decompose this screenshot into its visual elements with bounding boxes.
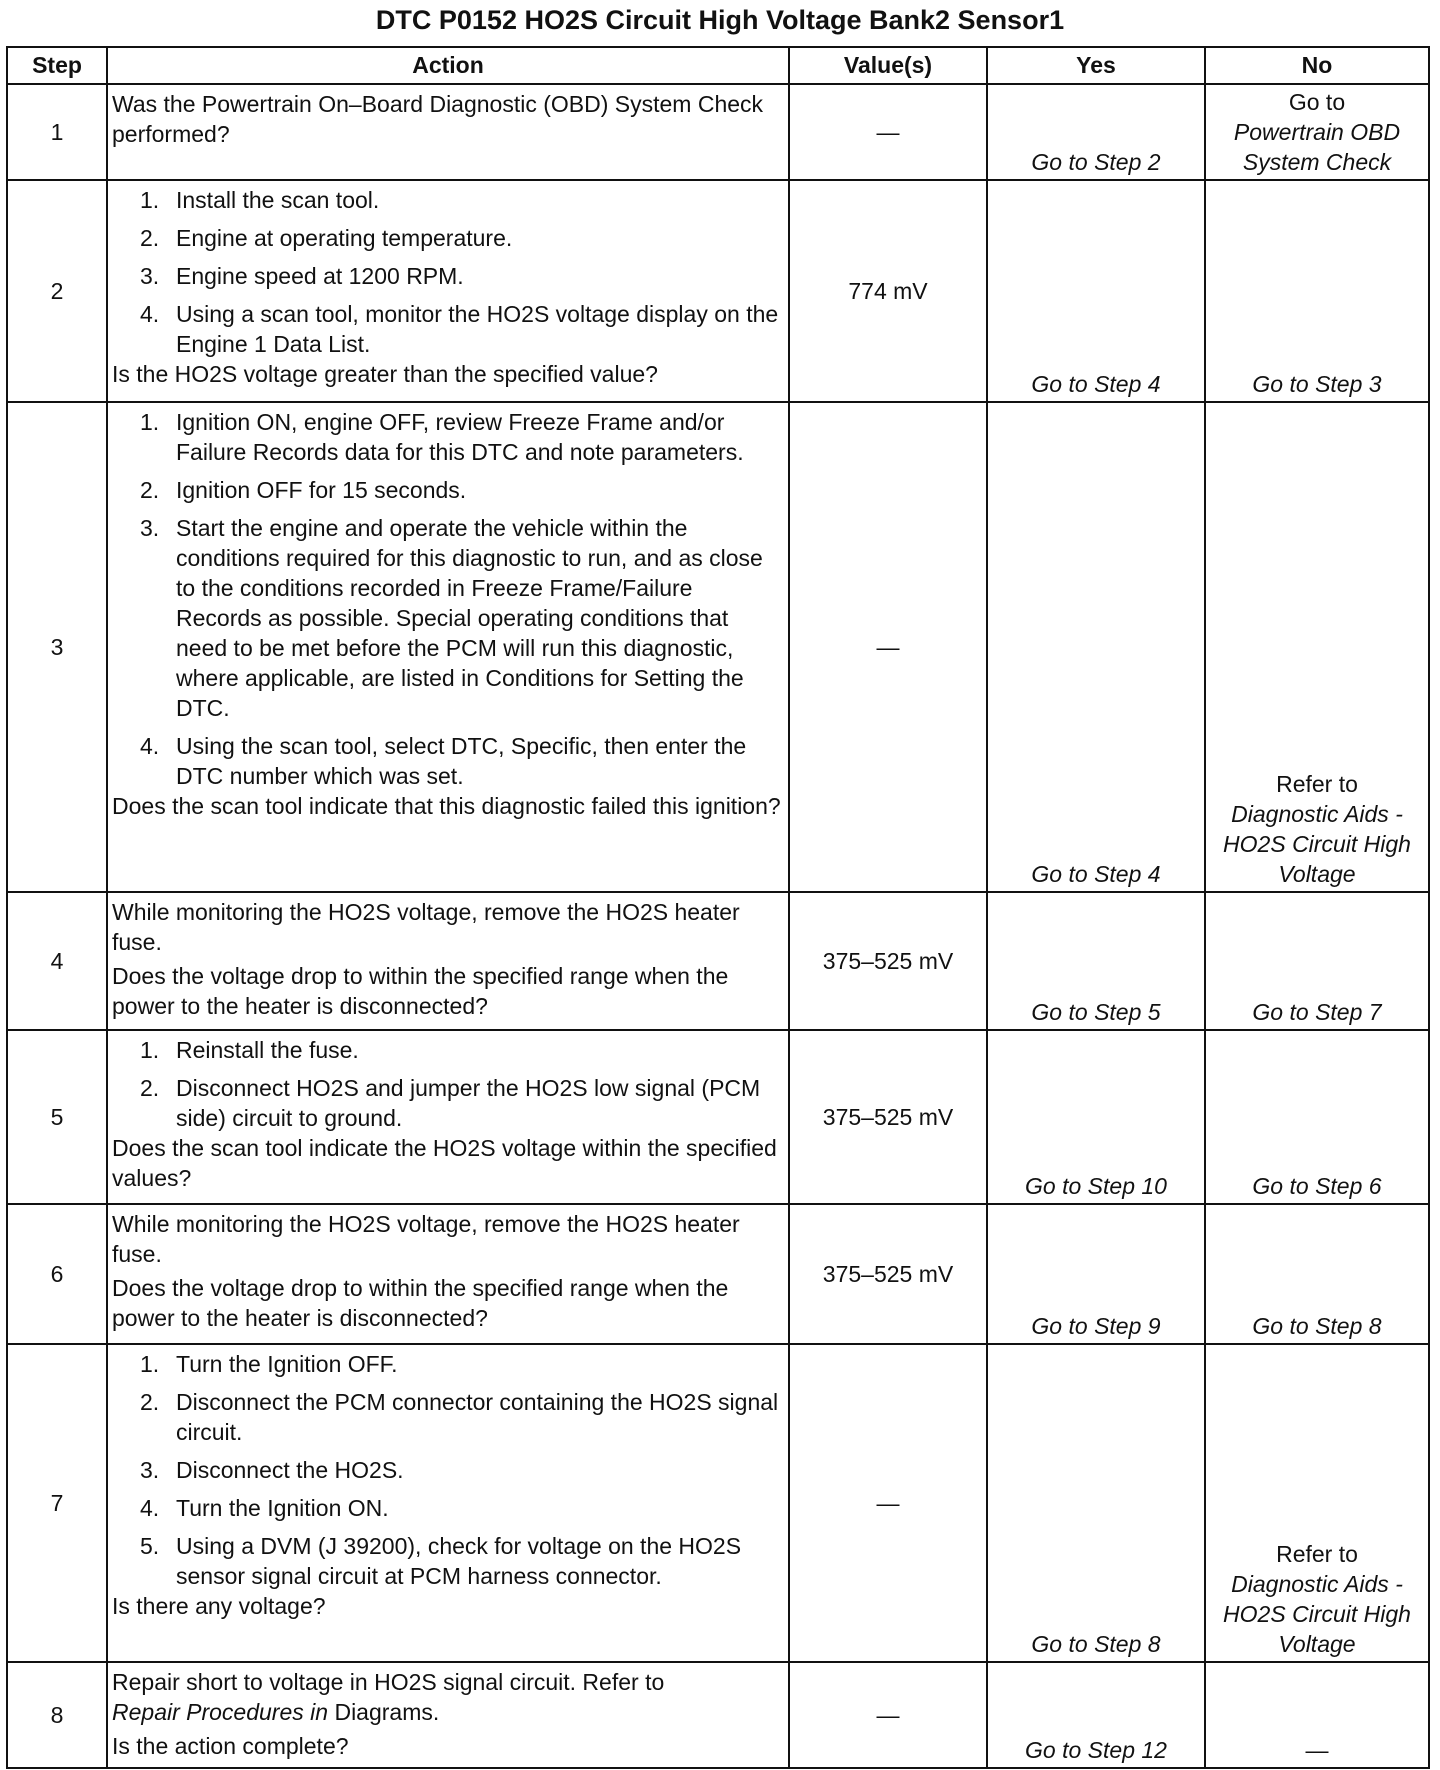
no-cell [1205,1662,1429,1768]
action-cell [107,180,789,402]
action-substeps [112,1349,782,1591]
action-question: Does the voltage drop to within the specified range when the power to the heater is disconnected? [112,1275,729,1331]
action-question: Does the scan tool indicate that this diagnostic failed this ignition? [112,793,781,819]
value-cell: — [789,1662,987,1768]
substep: 1. Reinstall the fuse. [140,1037,359,1063]
yes-cell: Go to Step 5 [987,892,1205,1030]
value-cell: — [789,402,987,892]
no-target: Diagnostic Aids - HO2S Circuit High Voltage [1223,1571,1411,1657]
substep: 5. Using a DVM (J 39200), check for voltage on the HO2S sensor signal circuit at PCM harness connector. [140,1533,742,1589]
table-row [7,1662,1429,1768]
action-instruction: While monitoring the HO2S voltage, remove the HO2S heater fuse. [112,899,740,955]
step-number: 8 [7,1662,107,1768]
table-row [7,402,1429,892]
action-question: Is the HO2S voltage greater than the specified value? [112,361,658,387]
yes-cell: Go to Step 9 [987,1204,1205,1344]
action-cell [107,1662,789,1768]
action-substeps [112,185,782,359]
step-number: 3 [7,402,107,892]
substep: 4. Using the scan tool, select DTC, Specific, then enter the DTC number which was set. [140,733,747,789]
value-cell: 375–525 mV [789,1030,987,1204]
no-lead: Refer to [1276,771,1358,797]
substep: 1. Turn the Ignition OFF. [140,1351,398,1377]
step-number: 7 [7,1344,107,1662]
yes-cell: Go to Step 2 [987,84,1205,180]
step-number: 2 [7,180,107,402]
no-target: Powertrain OBD System Check [1233,119,1401,175]
repair-procedures-ref: Repair Procedures in [112,1699,329,1725]
table-row [7,84,1429,180]
action-instruction: Repair short to voltage in HO2S signal circuit. Refer to Repair Procedures in Diagrams. [112,1669,665,1725]
substep: 1. Install the scan tool. [140,187,380,213]
substep: 2. Disconnect HO2S and jumper the HO2S low signal (PCM side) circuit to ground. [140,1075,761,1131]
diagrams-ref: Diagrams. [334,1699,440,1725]
value-cell: 375–525 mV [789,1204,987,1344]
action-question: Is the action complete? [112,1733,349,1759]
value-cell: — [789,84,987,180]
no-cell: Go to Step 3 [1205,180,1429,402]
yes-cell: Go to Step 4 [987,180,1205,402]
no-cell: Go to Step 8 [1205,1204,1429,1344]
action-cell [107,1030,789,1204]
header-yes: Yes [987,47,1205,84]
substep: 3. Start the engine and operate the vehicle within the conditions required for this diagnostic to run, and as close to the conditions recorded in Freeze Frame/Failure Records as possible. Special operating conditions that need to be met before the PCM will run this diagnostic, where applicable, are listed in Conditions for Setting the DTC. [140,515,763,721]
no-target: Diagnostic Aids - HO2S Circuit High Voltage [1223,801,1411,887]
yes-cell: Go to Step 12 [987,1662,1205,1768]
yes-cell: Go to Step 10 [987,1030,1205,1204]
action-question: Is there any voltage? [112,1593,326,1619]
table-row [7,1344,1429,1662]
action-question: Was the Powertrain On–Board Diagnostic (OBD) System Check performed? [112,91,764,147]
action-cell [107,1344,789,1662]
no-cell [1205,402,1429,892]
step-number: 6 [7,1204,107,1344]
page-title: DTC P0152 HO2S Circuit High Voltage Bank2 Sensor1 [375,5,1065,35]
no-cell [1205,84,1429,180]
no-dash: — [1305,1737,1329,1763]
action-question: Does the scan tool indicate the HO2S voltage within the specified values? [112,1135,777,1191]
table-row [7,180,1429,402]
yes-cell: Go to Step 4 [987,402,1205,892]
action-cell [107,402,789,892]
action-instruction: While monitoring the HO2S voltage, remove the HO2S heater fuse. [112,1211,740,1267]
header-step: Step [7,47,107,84]
action-cell [107,1204,789,1344]
action-substeps [112,1035,782,1133]
step-number: 1 [7,84,107,180]
substep: 4. Turn the Ignition ON. [140,1495,389,1521]
header-action: Action [107,47,789,84]
value-cell: 375–525 mV [789,892,987,1030]
no-lead: Refer to [1276,1541,1358,1567]
diagnostic-table [6,46,1430,1769]
action-question: Does the voltage drop to within the specified range when the power to the heater is disconnected? [112,963,729,1019]
header-values: Value(s) [789,47,987,84]
no-cell: Go to Step 7 [1205,892,1429,1030]
no-cell: Go to Step 6 [1205,1030,1429,1204]
table-row [7,1030,1429,1204]
substep: 1. Ignition ON, engine OFF, review Freeze Frame and/or Failure Records data for this DTC and note parameters. [140,409,744,465]
no-cell [1205,1344,1429,1662]
substep: 2. Ignition OFF for 15 seconds. [140,477,467,503]
substep: 4. Using a scan tool, monitor the HO2S voltage display on the Engine 1 Data List. [140,301,779,357]
action-substeps [112,407,782,791]
action-cell [107,892,789,1030]
substep: 2. Disconnect the PCM connector containing the HO2S signal circuit. [140,1389,779,1445]
yes-cell: Go to Step 8 [987,1344,1205,1662]
table-row [7,1204,1429,1344]
value-cell: 774 mV [789,180,987,402]
action-cell [107,84,789,180]
step-number: 4 [7,892,107,1030]
substep: 3. Engine speed at 1200 RPM. [140,263,464,289]
substep: 2. Engine at operating temperature. [140,225,513,251]
header-no: No [1205,47,1429,84]
step-number: 5 [7,1030,107,1204]
no-lead: Go to [1288,89,1346,115]
header-row [7,47,1429,84]
substep: 3. Disconnect the HO2S. [140,1457,404,1483]
value-cell: — [789,1344,987,1662]
table-row [7,892,1429,1030]
